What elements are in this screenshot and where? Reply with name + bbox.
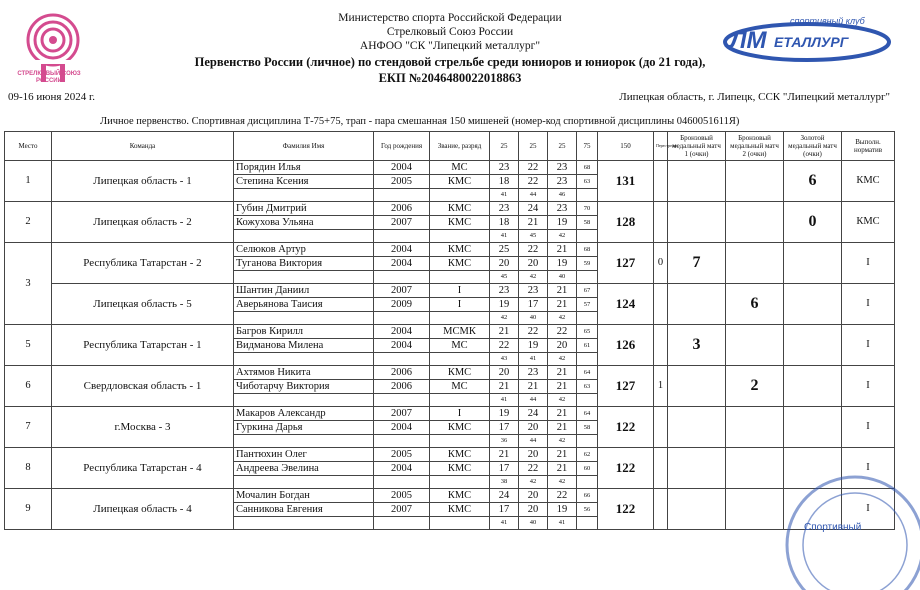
team-total: 127 xyxy=(598,366,654,407)
right-logo-top-text: спортивный клуб xyxy=(790,16,865,26)
athlete-year: 2006 xyxy=(374,202,430,216)
team-total: 127 xyxy=(598,243,654,284)
athlete-rank: КМС xyxy=(430,503,490,517)
shootoff-cell xyxy=(654,325,668,366)
empty-cell xyxy=(234,394,374,407)
athlete-name: Чиботарчу Виктория xyxy=(234,380,374,394)
series-score: 18 xyxy=(490,216,519,230)
series-score: 22 xyxy=(519,462,548,476)
bronze-2-cell xyxy=(726,448,784,489)
series-sum: 42 xyxy=(490,312,519,325)
empty-cell xyxy=(430,476,490,489)
series-score: 21 xyxy=(548,366,577,380)
athlete-total: 58 xyxy=(577,216,598,230)
team-total: 131 xyxy=(598,161,654,202)
bronze-1-cell xyxy=(668,407,726,448)
athlete-year: 2005 xyxy=(374,489,430,503)
empty-cell xyxy=(234,476,374,489)
col-norm: Выполн. норматив xyxy=(842,132,895,161)
athlete-total: 65 xyxy=(577,325,598,339)
series-sum: 40 xyxy=(519,312,548,325)
empty-cell xyxy=(577,517,598,530)
athlete-name: Андреева Эвелина xyxy=(234,462,374,476)
empty-cell xyxy=(374,517,430,530)
athlete-rank: КМС xyxy=(430,489,490,503)
series-score: 20 xyxy=(519,421,548,435)
team-cell: Липецкая область - 1 xyxy=(52,161,234,202)
col-series-2: 25 xyxy=(519,132,548,161)
series-score: 21 xyxy=(548,284,577,298)
athlete-name: Степина Ксения xyxy=(234,175,374,189)
series-score: 24 xyxy=(490,489,519,503)
shootoff-cell xyxy=(654,161,668,202)
athlete-rank: МС xyxy=(430,339,490,353)
shootoff-cell xyxy=(654,448,668,489)
athlete-rank: КМС xyxy=(430,243,490,257)
table-row xyxy=(5,366,895,380)
series-score: 23 xyxy=(548,202,577,216)
empty-cell xyxy=(577,230,598,243)
table-row xyxy=(5,325,895,339)
series-score: 17 xyxy=(490,462,519,476)
series-sum: 42 xyxy=(548,230,577,243)
svg-text:ЛМ: ЛМ xyxy=(730,27,767,54)
place-cell: 6 xyxy=(5,366,52,407)
empty-cell xyxy=(374,476,430,489)
shootoff-cell xyxy=(654,284,668,325)
series-sum: 45 xyxy=(519,230,548,243)
col-75: 75 xyxy=(577,132,598,161)
norm-cell: I xyxy=(842,366,895,407)
athlete-name: Багров Кирилл xyxy=(234,325,374,339)
series-score: 22 xyxy=(519,325,548,339)
athlete-total: 63 xyxy=(577,380,598,394)
athlete-year: 2004 xyxy=(374,421,430,435)
org-line-club: АНФОО "СК "Липецкий металлург" xyxy=(359,40,541,52)
empty-cell xyxy=(234,312,374,325)
series-sum: 41 xyxy=(490,517,519,530)
place-cell: 1 xyxy=(5,161,52,202)
table-row xyxy=(5,448,895,462)
series-sum: 44 xyxy=(519,394,548,407)
table-row xyxy=(5,243,895,257)
athlete-rank: КМС xyxy=(430,216,490,230)
empty-cell xyxy=(374,394,430,407)
bronze-1-cell: 7 xyxy=(668,243,726,284)
stamp-text: Спортивный xyxy=(804,522,862,533)
place-cell: 3 xyxy=(5,243,52,325)
series-score: 23 xyxy=(519,284,548,298)
event-dates: 09-16 июня 2024 г. xyxy=(8,91,95,103)
series-score: 19 xyxy=(490,407,519,421)
athlete-name: Ахтямов Никита xyxy=(234,366,374,380)
col-series-1: 25 xyxy=(490,132,519,161)
athlete-total: 66 xyxy=(577,489,598,503)
series-sum: 42 xyxy=(548,312,577,325)
bronze-2-cell xyxy=(726,489,784,530)
series-score: 17 xyxy=(490,421,519,435)
series-score: 20 xyxy=(519,257,548,271)
team-cell: г.Москва - 3 xyxy=(52,407,234,448)
series-sum: 38 xyxy=(490,476,519,489)
series-sum: 44 xyxy=(519,435,548,448)
series-sum: 42 xyxy=(519,476,548,489)
athlete-total: 67 xyxy=(577,284,598,298)
series-score: 21 xyxy=(548,421,577,435)
athlete-year: 2007 xyxy=(374,503,430,517)
athlete-rank: КМС xyxy=(430,366,490,380)
empty-cell xyxy=(577,271,598,284)
series-score: 21 xyxy=(519,380,548,394)
col-year: Год рождения xyxy=(374,132,430,161)
series-score: 22 xyxy=(519,161,548,175)
athlete-year: 2004 xyxy=(374,462,430,476)
athlete-year: 2004 xyxy=(374,339,430,353)
document-title: Первенство России (личное) по стендовой стрельбе среди юниоров и юниорок (до 21 года), xyxy=(194,55,706,69)
series-score: 23 xyxy=(490,161,519,175)
empty-cell xyxy=(430,271,490,284)
discipline-line: Личное первенство. Спортивная дисциплина Т-75+75, трап - пара смешанная 150 мишеней (номер-код спортивной дисциплины 0460051611Я) xyxy=(100,116,740,127)
empty-cell xyxy=(234,271,374,284)
team-cell: Республика Татарстан - 4 xyxy=(52,448,234,489)
empty-cell xyxy=(430,517,490,530)
col-gold: Золотой медальный матч (очки) xyxy=(784,132,842,161)
series-score: 19 xyxy=(490,298,519,312)
athlete-name: Мочалин Богдан xyxy=(234,489,374,503)
athlete-rank: I xyxy=(430,407,490,421)
col-place: Место xyxy=(5,132,52,161)
col-team: Команда xyxy=(52,132,234,161)
athlete-rank: КМС xyxy=(430,462,490,476)
team-total: 122 xyxy=(598,489,654,530)
athlete-rank: МС xyxy=(430,380,490,394)
bronze-1-cell: 3 xyxy=(668,325,726,366)
athlete-total: 70 xyxy=(577,202,598,216)
team-total: 128 xyxy=(598,202,654,243)
right-logo-main-text: ЕТАЛЛУРГ xyxy=(774,34,849,50)
series-sum: 41 xyxy=(490,230,519,243)
shootoff-cell xyxy=(654,489,668,530)
table-row xyxy=(5,161,895,175)
bronze-2-cell xyxy=(726,325,784,366)
gold-cell xyxy=(784,366,842,407)
athlete-total: 56 xyxy=(577,503,598,517)
series-score: 22 xyxy=(490,339,519,353)
shootoff-cell: 0 xyxy=(654,243,668,284)
athlete-total: 59 xyxy=(577,257,598,271)
team-total: 122 xyxy=(598,407,654,448)
series-score: 19 xyxy=(548,503,577,517)
left-logo-caption: СТРЕЛКОВЫЙ СОЮЗ РОССИИ xyxy=(17,71,81,84)
athlete-total: 58 xyxy=(577,421,598,435)
athlete-name: Порядин Илья xyxy=(234,161,374,175)
series-score: 21 xyxy=(548,243,577,257)
empty-cell xyxy=(577,189,598,202)
athlete-name: Аверьянова Таисия xyxy=(234,298,374,312)
athlete-year: 2006 xyxy=(374,366,430,380)
bronze-2-cell xyxy=(726,243,784,284)
series-score: 24 xyxy=(519,202,548,216)
empty-cell xyxy=(430,435,490,448)
table-row xyxy=(5,202,895,216)
empty-cell xyxy=(430,230,490,243)
shootoff-cell xyxy=(654,202,668,243)
bronze-2-cell xyxy=(726,202,784,243)
series-score: 22 xyxy=(519,243,548,257)
series-sum: 42 xyxy=(548,435,577,448)
series-sum: 42 xyxy=(519,271,548,284)
gold-cell xyxy=(784,325,842,366)
empty-cell xyxy=(430,312,490,325)
athlete-total: 57 xyxy=(577,298,598,312)
team-cell: Республика Татарстан - 2 xyxy=(52,243,234,284)
empty-cell xyxy=(577,394,598,407)
series-score: 21 xyxy=(548,448,577,462)
col-rank: Звание, разряд xyxy=(430,132,490,161)
place-cell: 9 xyxy=(5,489,52,530)
series-sum: 41 xyxy=(548,517,577,530)
place-cell: 5 xyxy=(5,325,52,366)
series-sum: 42 xyxy=(548,476,577,489)
athlete-name: Губин Дмитрий xyxy=(234,202,374,216)
bronze-1-cell xyxy=(668,448,726,489)
series-sum: 42 xyxy=(548,394,577,407)
empty-cell xyxy=(234,517,374,530)
header-row xyxy=(5,132,895,161)
series-score: 21 xyxy=(548,298,577,312)
athlete-name: Селюков Артур xyxy=(234,243,374,257)
col-shootoff: Перестрелка xyxy=(654,132,668,161)
series-sum: 43 xyxy=(490,353,519,366)
series-score: 23 xyxy=(490,202,519,216)
col-bronze-2: Бронзовый медальный матч 2 (очки) xyxy=(726,132,784,161)
org-line-ministry: Министерство спорта Российской Федерации xyxy=(338,12,562,24)
series-score: 20 xyxy=(548,339,577,353)
team-cell: Липецкая область - 5 xyxy=(52,284,234,325)
athlete-year: 2007 xyxy=(374,407,430,421)
empty-cell xyxy=(577,476,598,489)
series-score: 21 xyxy=(490,448,519,462)
athlete-name: Кожухова Ульяна xyxy=(234,216,374,230)
series-score: 20 xyxy=(490,257,519,271)
athlete-total: 63 xyxy=(577,175,598,189)
series-score: 25 xyxy=(490,243,519,257)
gold-cell xyxy=(784,284,842,325)
norm-cell: I xyxy=(842,489,895,530)
gold-cell: 0 xyxy=(784,202,842,243)
athlete-year: 2007 xyxy=(374,284,430,298)
series-score: 22 xyxy=(548,325,577,339)
series-sum: 36 xyxy=(490,435,519,448)
empty-cell xyxy=(577,353,598,366)
athlete-rank: I xyxy=(430,298,490,312)
empty-cell xyxy=(430,394,490,407)
bronze-2-cell xyxy=(726,407,784,448)
series-score: 19 xyxy=(548,257,577,271)
athlete-rank: КМС xyxy=(430,202,490,216)
series-score: 17 xyxy=(490,503,519,517)
norm-cell: I xyxy=(842,243,895,284)
series-score: 21 xyxy=(490,380,519,394)
empty-cell xyxy=(577,435,598,448)
series-sum: 46 xyxy=(548,189,577,202)
col-bronze-1: Бронзовый медальный матч 1 (очки) xyxy=(668,132,726,161)
team-total: 126 xyxy=(598,325,654,366)
series-score: 21 xyxy=(490,325,519,339)
place-cell: 8 xyxy=(5,448,52,489)
athlete-year: 2004 xyxy=(374,161,430,175)
empty-cell xyxy=(374,271,430,284)
empty-cell xyxy=(577,312,598,325)
gold-cell xyxy=(784,243,842,284)
series-score: 23 xyxy=(490,284,519,298)
athlete-year: 2005 xyxy=(374,448,430,462)
series-sum: 41 xyxy=(490,189,519,202)
team-cell: Республика Татарстан - 1 xyxy=(52,325,234,366)
bronze-2-cell: 2 xyxy=(726,366,784,407)
norm-cell: I xyxy=(842,448,895,489)
team-total: 124 xyxy=(598,284,654,325)
series-score: 23 xyxy=(519,366,548,380)
series-score: 22 xyxy=(548,489,577,503)
series-score: 18 xyxy=(490,175,519,189)
athlete-year: 2004 xyxy=(374,257,430,271)
series-score: 21 xyxy=(548,407,577,421)
series-score: 21 xyxy=(548,380,577,394)
series-sum: 42 xyxy=(548,353,577,366)
athlete-year: 2005 xyxy=(374,175,430,189)
empty-cell xyxy=(234,189,374,202)
norm-cell: КМС xyxy=(842,202,895,243)
athlete-rank: МСМК xyxy=(430,325,490,339)
athlete-rank: КМС xyxy=(430,175,490,189)
gold-cell xyxy=(784,407,842,448)
series-score: 20 xyxy=(519,489,548,503)
table-row xyxy=(5,284,895,298)
event-place: Липецкая область, г. Липецк, ССК "Липецкий металлург" xyxy=(619,91,890,103)
athlete-name: Макаров Александр xyxy=(234,407,374,421)
bronze-1-cell xyxy=(668,161,726,202)
norm-cell: I xyxy=(842,325,895,366)
col-150: 150 xyxy=(598,132,654,161)
col-series-3: 25 xyxy=(548,132,577,161)
series-sum: 41 xyxy=(490,394,519,407)
series-score: 23 xyxy=(548,175,577,189)
series-score: 17 xyxy=(519,298,548,312)
series-score: 19 xyxy=(519,339,548,353)
athlete-year: 2004 xyxy=(374,243,430,257)
empty-cell xyxy=(430,353,490,366)
series-score: 20 xyxy=(490,366,519,380)
athlete-year: 2006 xyxy=(374,380,430,394)
norm-cell: I xyxy=(842,284,895,325)
athlete-total: 68 xyxy=(577,243,598,257)
results-table xyxy=(4,131,895,530)
team-total: 122 xyxy=(598,448,654,489)
team-cell: Свердловская область - 1 xyxy=(52,366,234,407)
norm-cell: КМС xyxy=(842,161,895,202)
athlete-total: 64 xyxy=(577,366,598,380)
athlete-name: Шантин Даниил xyxy=(234,284,374,298)
empty-cell xyxy=(430,189,490,202)
table-row xyxy=(5,407,895,421)
series-sum: 40 xyxy=(519,517,548,530)
empty-cell xyxy=(234,353,374,366)
shootoff-cell: 1 xyxy=(654,366,668,407)
series-sum: 40 xyxy=(548,271,577,284)
series-score: 20 xyxy=(519,448,548,462)
empty-cell xyxy=(374,435,430,448)
bronze-1-cell xyxy=(668,489,726,530)
athlete-name: Санникова Евгения xyxy=(234,503,374,517)
empty-cell xyxy=(374,230,430,243)
bronze-2-cell: 6 xyxy=(726,284,784,325)
athlete-name: Гуркина Дарья xyxy=(234,421,374,435)
series-score: 22 xyxy=(519,175,548,189)
col-name: Фамилия Имя xyxy=(234,132,374,161)
athlete-year: 2007 xyxy=(374,216,430,230)
series-sum: 41 xyxy=(519,353,548,366)
athlete-name: Туганова Виктория xyxy=(234,257,374,271)
series-score: 21 xyxy=(519,216,548,230)
team-cell: Липецкая область - 2 xyxy=(52,202,234,243)
athlete-rank: КМС xyxy=(430,257,490,271)
athlete-total: 61 xyxy=(577,339,598,353)
team-cell: Липецкая область - 4 xyxy=(52,489,234,530)
series-score: 20 xyxy=(519,503,548,517)
series-sum: 44 xyxy=(519,189,548,202)
athlete-total: 60 xyxy=(577,462,598,476)
empty-cell xyxy=(234,230,374,243)
bronze-1-cell xyxy=(668,202,726,243)
series-score: 21 xyxy=(548,462,577,476)
athlete-year: 2009 xyxy=(374,298,430,312)
athlete-total: 62 xyxy=(577,448,598,462)
series-score: 23 xyxy=(548,161,577,175)
athlete-rank: I xyxy=(430,284,490,298)
bronze-2-cell xyxy=(726,161,784,202)
empty-cell xyxy=(374,312,430,325)
athlete-name: Видманова Милена xyxy=(234,339,374,353)
athlete-total: 68 xyxy=(577,161,598,175)
athlete-rank: МС xyxy=(430,161,490,175)
place-cell: 2 xyxy=(5,202,52,243)
empty-cell xyxy=(374,189,430,202)
place-cell: 7 xyxy=(5,407,52,448)
athlete-total: 64 xyxy=(577,407,598,421)
empty-cell xyxy=(374,353,430,366)
empty-cell xyxy=(234,435,374,448)
series-score: 19 xyxy=(548,216,577,230)
shootoff-cell xyxy=(654,407,668,448)
athlete-rank: КМС xyxy=(430,448,490,462)
series-score: 24 xyxy=(519,407,548,421)
athlete-name: Пантюхин Олег xyxy=(234,448,374,462)
athlete-rank: КМС xyxy=(430,421,490,435)
athlete-year: 2004 xyxy=(374,325,430,339)
series-sum: 45 xyxy=(490,271,519,284)
gold-cell: 6 xyxy=(784,161,842,202)
document-header xyxy=(0,0,900,130)
ekp-number: ЕКП №2046480022018863 xyxy=(378,71,522,85)
org-line-union: Стрелковый Союз России xyxy=(386,26,514,38)
norm-cell: I xyxy=(842,407,895,448)
bronze-1-cell xyxy=(668,366,726,407)
bronze-1-cell xyxy=(668,284,726,325)
table-row xyxy=(5,489,895,503)
